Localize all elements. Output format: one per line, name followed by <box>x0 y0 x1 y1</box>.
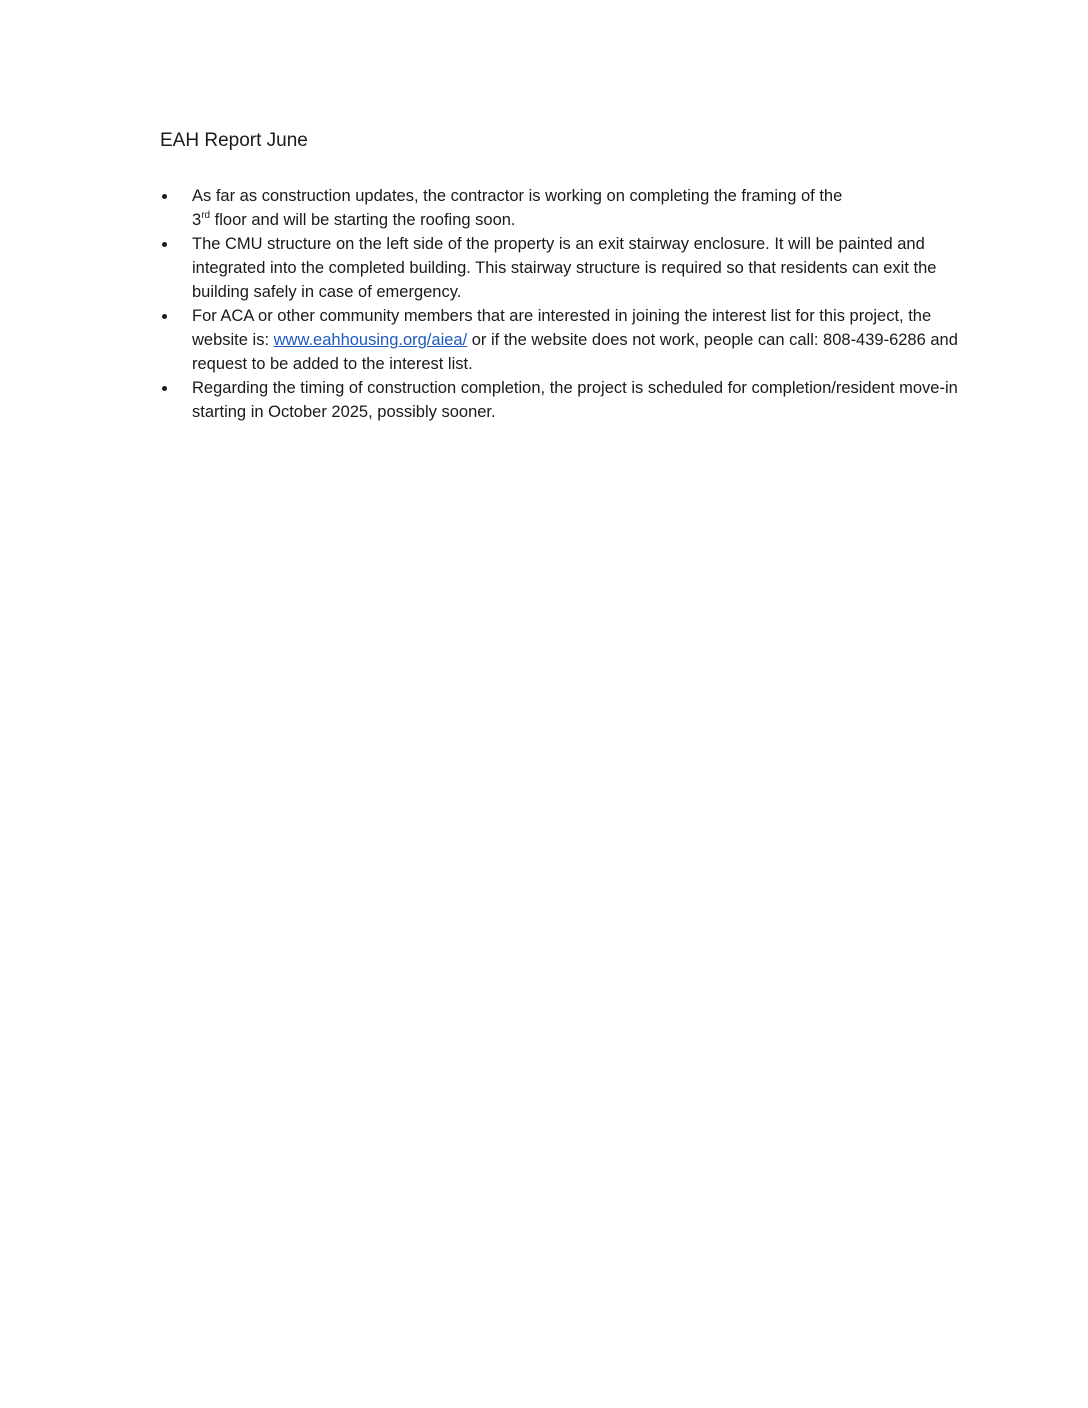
document-title: EAH Report June <box>160 130 308 151</box>
bullet-dot-icon <box>162 194 167 199</box>
bullet-item-interest-list <box>160 304 960 376</box>
bullet-text <box>192 184 960 232</box>
bullet-item-timing <box>160 376 960 424</box>
bullet-line: As far as construction updates, the contractor is working on completing the framing of the <box>192 187 843 205</box>
bullet-text <box>192 304 960 376</box>
bullet-line-rest: floor and will be starting the roofing soon. <box>210 211 516 229</box>
bullet-dot-icon <box>162 242 167 247</box>
bullet-list <box>160 184 960 424</box>
text-after-link: or if the website does not work, people can call: 808-439-6286 and request to be added to the interest list. <box>192 331 958 373</box>
ordinal-suffix: rd <box>201 210 211 221</box>
bullet-item-stairway <box>160 232 960 304</box>
ordinal-number: 3 <box>192 211 202 229</box>
bullet-text: Regarding the timing of construction completion, the project is scheduled for completion/resident move-in starting in October 2025, possibly sooner. <box>192 379 958 421</box>
bullet-dot-icon <box>162 386 167 391</box>
bullet-text: The CMU structure on the left side of the property is an exit stairway enclosure. It will be painted and integrated into the completed building. This stairway structure is required so that residents can exit the building safely in case of emergency. <box>192 235 937 301</box>
website-link[interactable]: www.eahhousing.org/aiea/ <box>273 331 468 349</box>
text-before-link: For ACA or other community members that are interested in joining the interest list for this project, the website is: <box>192 307 932 349</box>
bullet-item-construction <box>160 184 960 232</box>
bullet-dot-icon <box>162 314 167 319</box>
